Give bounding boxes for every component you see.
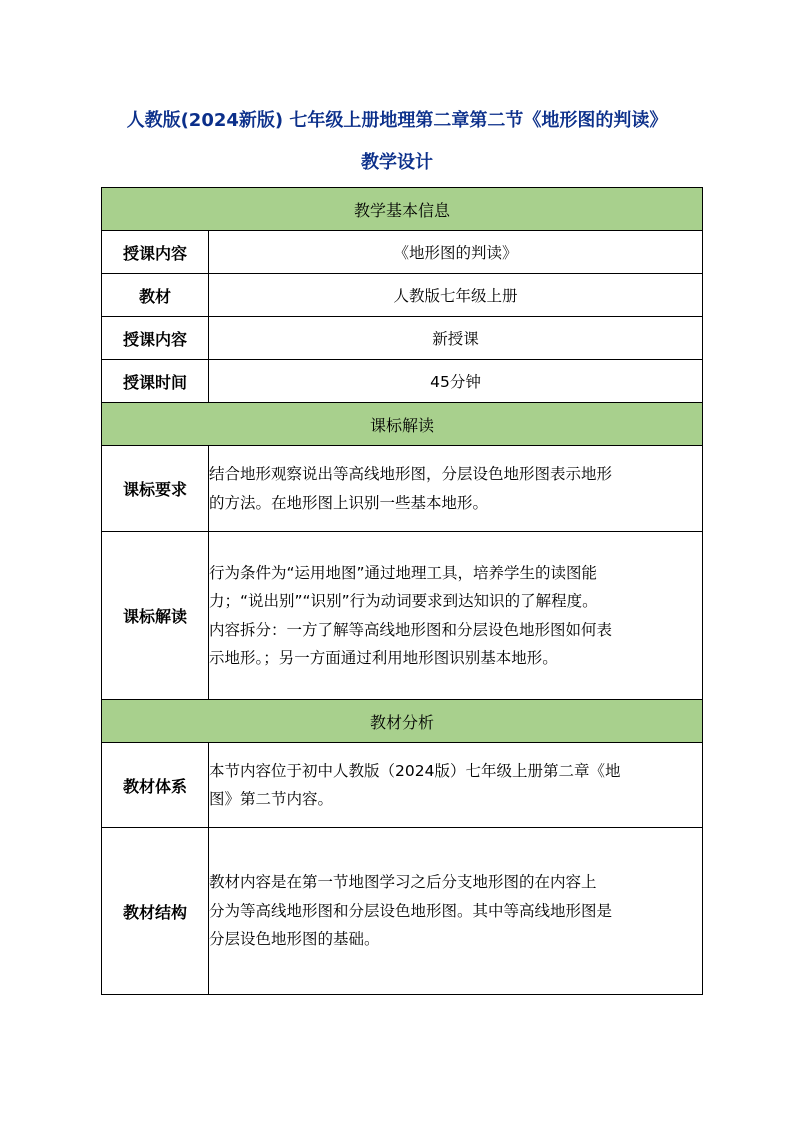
table-row — [102, 743, 703, 828]
row-value: 《地形图的判读》 — [209, 231, 703, 274]
row-label: 授课时间 — [102, 360, 209, 403]
section-header-basic-info: 教学基本信息 — [102, 188, 703, 231]
row-label: 教材体系 — [102, 743, 209, 828]
text-line: 分层设色地形图的基础。 — [209, 930, 380, 949]
text-line: 的方法。在地形图上识别一些基本地形。 — [209, 493, 489, 512]
row-label: 授课内容 — [102, 231, 209, 274]
section-header-row — [102, 188, 703, 231]
textbook-system-text — [209, 743, 703, 828]
text-line: 内容拆分：一方了解等高线地形图和分层设色地形图如何表 — [209, 620, 613, 639]
table-row — [102, 274, 703, 317]
table-row — [102, 532, 703, 700]
section-header-row — [102, 403, 703, 446]
document-title: 人教版(2024新版) 七年级上册地理第二章第二节《地形图的判读》 — [126, 110, 668, 131]
row-label: 教材 — [102, 274, 209, 317]
row-label: 教材结构 — [102, 828, 209, 995]
text-line: 图》第二节内容。 — [209, 790, 334, 808]
row-label: 课标要求 — [102, 446, 209, 532]
textbook-structure-text — [209, 828, 703, 995]
text-line: 分为等高线地形图和分层设色地形图。其中等高线地形图是 — [209, 901, 613, 920]
table-row — [102, 446, 703, 532]
table-row — [102, 317, 703, 360]
row-label: 课标解读 — [102, 532, 209, 700]
row-value: 新授课 — [209, 317, 703, 360]
text-line: 示地形。；另一方面通过利用地形图识别基本地形。 — [209, 649, 558, 667]
row-value: 45分钟 — [209, 360, 703, 403]
lesson-plan-table — [101, 187, 703, 995]
row-value: 人教版七年级上册 — [209, 274, 703, 317]
curriculum-interpretation-text — [209, 532, 703, 700]
section-header-row — [102, 700, 703, 743]
table-row — [102, 360, 703, 403]
text-line: 教材内容是在第一节地图学习之后分支地形图的在内容上 — [209, 873, 597, 892]
section-header-textbook: 教材分析 — [102, 700, 703, 743]
table-row — [102, 828, 703, 995]
table-row — [102, 231, 703, 274]
text-line: 本节内容位于初中人教版（2024版）七年级上册第二章《地 — [209, 761, 621, 780]
curriculum-requirement-text — [209, 446, 703, 532]
text-line: 结合地形观察说出等高线地形图，分层设色地形图表示地形 — [209, 465, 613, 483]
text-line: 力；“说出别”“识别”行为动词要求到达知识的了解程度。 — [209, 592, 598, 610]
row-label: 授课内容 — [102, 317, 209, 360]
section-header-curriculum: 课标解读 — [102, 403, 703, 446]
document-subtitle: 教学设计 — [361, 152, 433, 173]
text-line: 行为条件为“运用地图”通过地理工具，培养学生的读图能 — [209, 563, 598, 582]
